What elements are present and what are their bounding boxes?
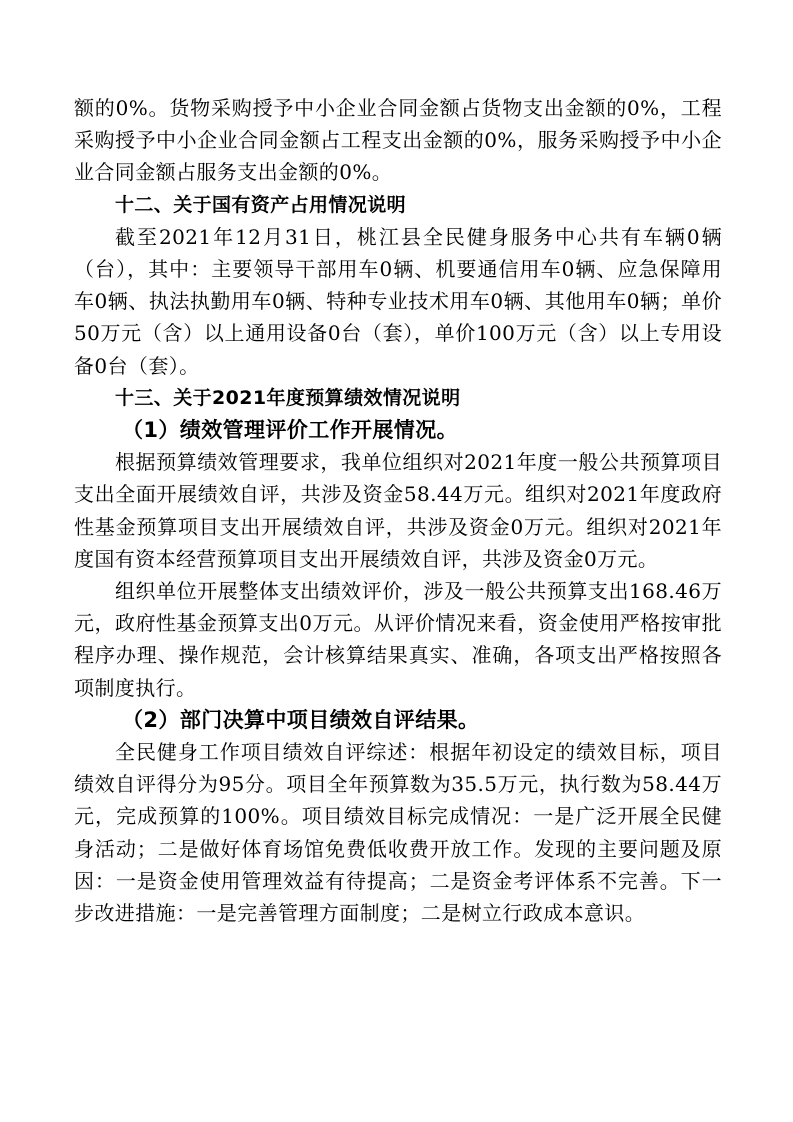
paragraph-procurement-continuation: 额的0%。货物采购授予中小企业合同金额占货物支出金额的0%，工程采购授予中小企业合同金额占工程支出金额的0%，服务采购授予中小企业合同金额占服务支出金额的0%。 (74, 96, 722, 185)
subheading-2: （2）部门决算中项目绩效自评结果。 (122, 707, 480, 732)
paragraph-assets: 截至2021年12月31日，桃江县全民健身服务中心共有车辆0辆（台），其中：主要领导干部用车0辆、机要通信用车0辆、应急保障用车0辆、执法执勤用车0辆、特种专业技术用车0辆、其他用车0辆；单价50万元（含）以上通用设备0台（套），单价100万元（含）以上专用设备0台（套）。 (74, 224, 722, 378)
paragraph-project-results: 全民健身工作项目绩效自评综述：根据年初设定的绩效目标，项目绩效自评得分为95分。项目全年预算数为35.5万元，执行数为58.44万元，完成预算的100%。项目绩效目标完成情况：一是广泛开展全民健身活动；二是做好体育场馆免费低收费开放工作。发现的主要问题及原因：一是资金使用管理效益有待提高；二是资金考评体系不完善。下一步改进措施：一是完善管理方面制度；二是树立行政成本意识。 (74, 740, 722, 926)
section-heading-12: 十二、关于国有资产占用情况说明 (115, 193, 407, 216)
document-page (74, 92, 722, 929)
paragraph-self-evaluation: 根据预算绩效管理要求，我单位组织对2021年度一般公共预算项目支出全面开展绩效自评，共涉及资金58.44万元。组织对2021年度政府性基金预算项目支出开展绩效自评，共涉及资金0万元。组织对2021年度国有资本经营预算项目支出开展绩效自评，共涉及资金0万元。 (74, 450, 722, 571)
section-heading-13: 十三、关于2021年度预算绩效情况说明 (115, 386, 461, 409)
paragraph-overall-evaluation: 组织单位开展整体支出绩效评价，涉及一般公共预算支出168.46万元，政府性基金预算支出0万元。从评价情况来看，资金使用严格按审批程序办理、操作规范，会计核算结果真实、准确，各项支出严格按照各项制度执行。 (74, 579, 722, 700)
subheading-1: （1）绩效管理评价工作开展情况。 (122, 418, 459, 443)
